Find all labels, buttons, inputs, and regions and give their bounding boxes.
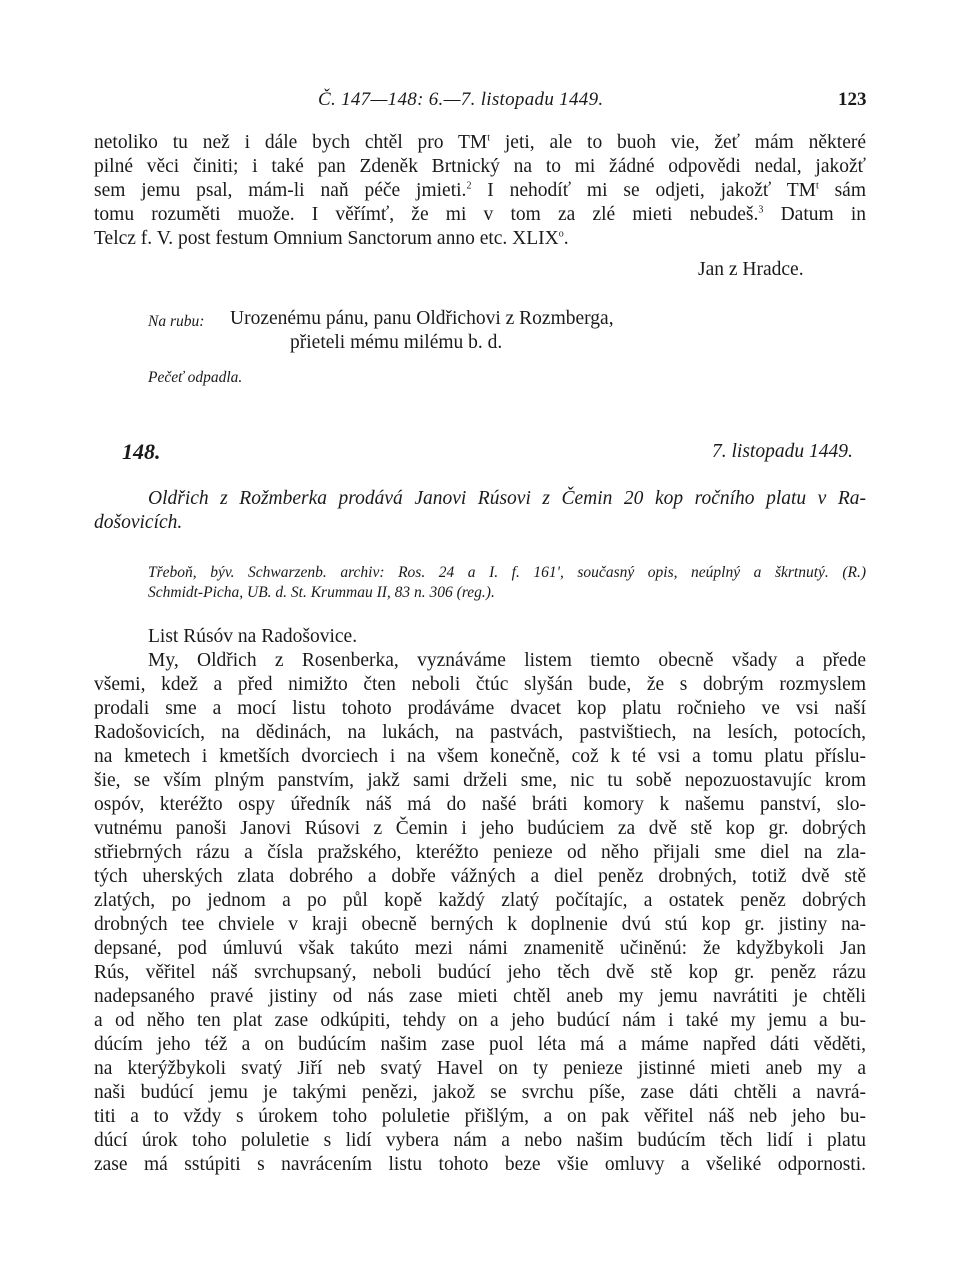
endorsement-address-line: Urozenému pánu, panu Oldřichovi z Rozmberga, (230, 308, 614, 329)
body-line: ospóv, kteréžto ospy úředník náš má do našé bráti komory k našemu panství, slo- (94, 794, 866, 815)
body-line: střiebrných rázu a čísla pražského, kteréžto penieze od něho přijali sme diel na zla- (94, 842, 866, 863)
body-line: My, Oldřich z Rosenberka, vyznáváme listem tiemto obecně všady a přede (148, 650, 866, 671)
body-line: Rús, věřitel náš svrchupsaný, neboli budúcí jeho těch dvě stě kop gr. peněz rázu (94, 962, 866, 983)
body-line: dúcím jeho též a on budúcím našim zase puol léta má a máme napřed dáti věděti, (94, 1034, 866, 1055)
regest-line: Oldřich z Rožmberka prodává Janovi Rúsovi z Čemin 20 kop ročního platu v Ra- (148, 488, 866, 509)
body-line: na kmetech i kmetších dvorciech i na všem konečně, což k té vsi a tomu platu příslu- (94, 746, 866, 767)
endorsement-label: Na rubu: (148, 313, 205, 330)
body-line: šie, se vším plným panstvím, jakž sami drželi sme, nic tu sobě nepozuostavujíc krom (94, 770, 866, 791)
signature: Jan z Hradce. (698, 259, 804, 280)
text-line: netoliko tu než i dále bych chtěl pro $TM^t$ jeti, ale to buoh vie, žeť mám některé (94, 132, 866, 153)
body-line: všemi, kdež a před nimižto čten neboli čtúc slyšán bude, že s dobrým rozmyslem (94, 674, 866, 695)
body-line: drobných tee chviele v kraji obecně berných k doplnenie dvú stú kop gr. jistiny na- (94, 914, 866, 935)
document-number: 148. (122, 439, 161, 464)
body-line: prodali sme a mocí listu tohoto prodáváme dvacet kop platu ročnieho ve vsi naší (94, 698, 866, 719)
text-line: tomu rozuměti muože. I věřímť, že mi v tom za zlé mieti nebudeš.$^3$ Datum in (94, 204, 866, 225)
body-line: na kterýžbykoli svatý Jiří neb svatý Havel on ty penieze jistinné mieti aneb my a (94, 1058, 866, 1079)
running-header-title: Č. 147—148: 6.—7. listopadu 1449. (318, 89, 604, 110)
body-line: a od něho ten plat zase odkúpiti, tehdy on a jeho budúcí nám i také my jemu a bu- (94, 1010, 866, 1031)
body-line: nadepsaného pravé jistiny od nás zase mieti chtěl aneb my jemu navrátiti je chtěli (94, 986, 866, 1007)
source-line: Třeboň, býv. Schwarzenb. archiv: Ros. 24 a I. f. 161', současný opis, neúplný a škrtnutý. (R.) (148, 564, 866, 581)
text-line: Telcz f. V. post festum Omnium Sanctorum anno etc. XLIX$^o$. (94, 228, 569, 249)
document-heading: List Rúsóv na Radošovice. (148, 626, 358, 647)
body-line: dúcí úrok toho poluletie s lidí vybera nám a nebo našim budúcím těch lidí i platu (94, 1130, 866, 1151)
source-line: Schmidt-Picha, UB. d. St. Krummau II, 83 n. 306 (reg.). (148, 584, 495, 601)
body-line: zase má sstúpiti s navrácením listu tohoto beze všie omluvy a všeliké odpornosti. (94, 1154, 866, 1175)
body-line: tých uherských zlata dobrého a dobře vážných a diel peněz drobných, totiž dvě stě (94, 866, 866, 887)
body-line: zlatých, po jednom a po půl kopě každý zlatý počítajíc, a ostatek peněz dobrých (94, 890, 866, 911)
seal-note: Pečeť odpadla. (148, 369, 243, 386)
text-line: pilné věci činiti; i také pan Zdeněk Brtnický na to mi žádné odpovědi nedal, jakožť (94, 156, 866, 177)
body-line: depsané, pod úmluvú však takúto mezi námi znamenitě učiněnú: že kdyžbykoli Jan (94, 938, 866, 959)
page-number: 123 (838, 89, 867, 110)
text-line: sem jemu psal, mám-li naň péče jmieti.$^2$ I nehodíť mi se odjeti, jakožť $TM^t$ sám (94, 180, 867, 201)
body-line: Radošovicích, na dědinách, na lukách, na pastvách, pastvištiech, na lesích, potocích, (94, 722, 866, 743)
document-date: 7. listopadu 1449. (712, 441, 853, 462)
body-line: vutnému panoši Janovi Rúsovi z Čemin i jeho budúciem za dvě stě kop gr. dobrých (94, 818, 866, 839)
endorsement-address-line: přieteli mému milému b. d. (290, 332, 503, 353)
body-line: titi a to vždy s úrokem toho poluletie přišlým, a on pak věřitel náš neb jeho bu- (94, 1106, 866, 1127)
body-line: naši budúcí jemu je takými penězi, jakož se svrchu píše, zase dáti chtěli a navrá- (94, 1082, 866, 1103)
regest-line: došovicích. (94, 512, 183, 533)
